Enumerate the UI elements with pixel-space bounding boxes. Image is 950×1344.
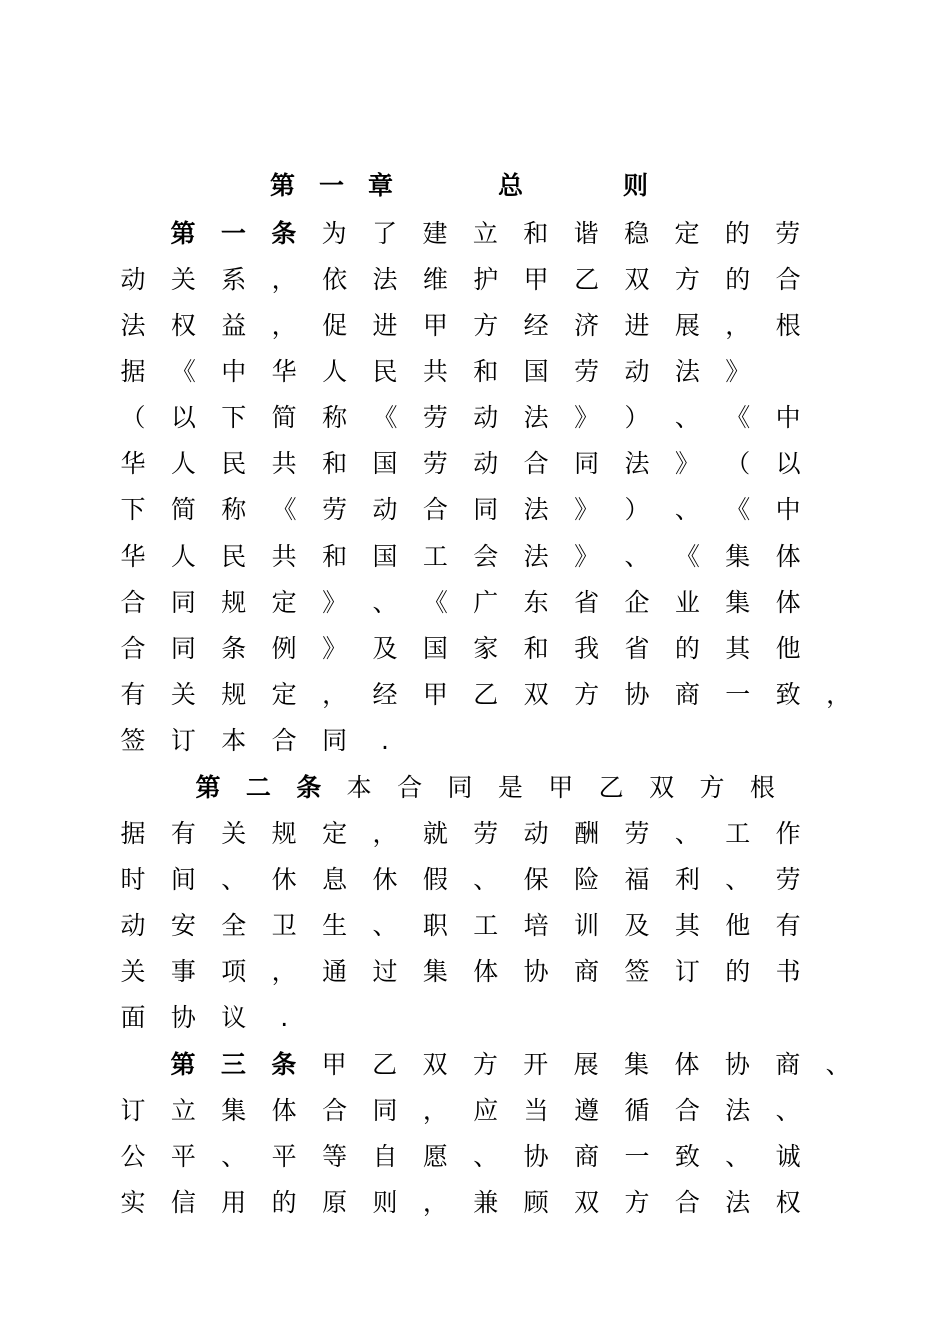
glyph: 平 [170,1142,196,1171]
glyph: 称 [322,403,348,432]
glyph: 为 [321,219,347,248]
glyph: ） [624,495,650,524]
glyph: 称 [221,495,247,524]
glyph: 应 [473,1096,499,1125]
glyph: 时 [120,865,146,894]
glyph: 工 [725,819,751,848]
glyph: 东 [523,588,549,617]
glyph: 法 [523,495,549,524]
glyph: 卫 [271,911,297,940]
glyph: 家 [473,634,499,663]
glyph: 共 [271,542,297,571]
glyph: 同 [322,726,348,755]
glyph: 》 [322,634,348,663]
glyph: 就 [422,819,448,848]
chapter-title: 总则 [498,171,749,200]
glyph: 》 [574,495,600,524]
glyph: 生 [322,911,348,940]
glyph: 合 [271,726,297,755]
glyph: 协 [523,957,549,986]
glyph: 法 [120,311,146,340]
glyph: 体 [775,588,801,617]
glyph: 民 [372,357,398,386]
glyph: 集 [624,1050,650,1079]
glyph: 、 [624,542,650,571]
glyph: 顾 [523,1188,549,1217]
glyph: 、 [674,403,700,432]
glyph: 自 [372,1142,398,1171]
glyph: 原 [322,1188,348,1217]
glyph: 劳 [624,819,650,848]
glyph: 关 [170,265,196,294]
glyph: ） [624,403,650,432]
glyph: 谐 [573,219,599,248]
glyph: 法 [725,1188,751,1217]
glyph: 本 [346,773,372,802]
glyph: 条 [296,773,322,802]
glyph: 劳 [574,357,600,386]
glyph: 例 [271,634,297,663]
glyph: 诚 [775,1142,801,1171]
glyph: 同 [170,634,196,663]
glyph: 、 [473,1142,499,1171]
glyph: 规 [221,680,247,709]
glyph: 法 [372,265,398,294]
glyph: 省 [624,634,650,663]
glyph: 、 [372,588,398,617]
glyph: （ [725,449,751,478]
glyph: 下 [221,403,247,432]
glyph: 规 [271,819,297,848]
glyph: 的 [271,1188,297,1217]
glyph: 议 [221,1003,247,1032]
glyph: 方 [624,1188,650,1217]
glyph: 动 [120,911,146,940]
glyph: 国 [372,449,398,478]
glyph: 签 [624,957,650,986]
glyph: 险 [574,865,600,894]
glyph: 据 [120,819,146,848]
glyph: 国 [372,542,398,571]
glyph: 》 [674,449,700,478]
glyph: 乙 [598,773,624,802]
glyph: 、 [775,1096,801,1125]
glyph: （ [120,403,146,432]
glyph: 的 [674,634,700,663]
glyph: 《 [372,403,398,432]
glyph: 和 [473,357,499,386]
glyph: 了 [372,219,398,248]
glyph: 》 [322,588,348,617]
glyph: 等 [322,1142,348,1171]
glyph: 人 [170,542,196,571]
glyph: 实 [120,1188,146,1217]
glyph: 劳 [473,819,499,848]
glyph: 集 [725,588,751,617]
glyph: 同 [574,449,600,478]
glyph: 《 [674,542,700,571]
glyph: 经 [523,311,549,340]
glyph: 经 [372,680,398,709]
glyph: 集 [221,1096,247,1125]
glyph: 的 [725,957,751,986]
glyph: 商 [574,957,600,986]
glyph: 我 [574,634,600,663]
glyph: 及 [624,911,650,940]
glyph: 定 [322,819,348,848]
glyph: 协 [170,1003,196,1032]
glyph: 一 [220,219,246,248]
glyph: 第 [195,773,221,802]
glyph: 愿 [422,1142,448,1171]
glyph: 进 [624,311,650,340]
glyph: 劳 [775,219,801,248]
glyph: 他 [775,634,801,663]
glyph: 华 [120,449,146,478]
glyph: 下 [120,495,146,524]
glyph: 商 [574,1142,600,1171]
glyph: 定 [674,219,700,248]
glyph: 权 [170,311,196,340]
glyph: 甲 [422,311,448,340]
glyph: 休 [372,865,398,894]
glyph: 以 [170,403,196,432]
glyph: 开 [523,1050,549,1079]
glyph: 训 [574,911,600,940]
glyph: 《 [422,588,448,617]
glyph: 工 [422,542,448,571]
glyph: 关 [221,819,247,848]
glyph: 第 [170,219,196,248]
glyph: 保 [523,865,549,894]
glyph: 项 [221,957,247,986]
glyph: 职 [422,911,448,940]
glyph: 一 [624,1142,650,1171]
glyph: 面 [120,1003,146,1032]
glyph: 法 [523,403,549,432]
glyph: 、 [674,819,700,848]
glyph: 广 [473,588,499,617]
glyph: 稳 [624,219,650,248]
glyph: 同 [372,1096,398,1125]
glyph: 作 [775,819,801,848]
glyph: 、 [221,865,247,894]
glyph: 培 [523,911,549,940]
glyph: 中 [221,357,247,386]
glyph: 甲 [548,773,574,802]
glyph: 法 [725,1096,751,1125]
glyph: 人 [322,357,348,386]
glyph: ， [422,1096,448,1125]
glyph: 、 [221,1142,247,1171]
glyph: 合 [674,1096,700,1125]
glyph: ， [826,680,852,709]
glyph: 方 [472,1050,498,1079]
glyph: 兼 [473,1188,499,1217]
glyph: 甲 [523,265,549,294]
glyph: 简 [170,495,196,524]
glyph: 乙 [372,1050,398,1079]
glyph: 企 [624,588,650,617]
glyph: 集 [725,542,751,571]
glyph: 动 [372,495,398,524]
glyph: 共 [422,357,448,386]
glyph: 劳 [322,495,348,524]
glyph: 息 [322,865,348,894]
glyph: 合 [523,449,549,478]
glyph: 、 [674,495,700,524]
glyph: 劳 [775,865,801,894]
glyph: 根 [749,773,775,802]
glyph: 合 [322,1096,348,1125]
glyph: 协 [624,680,650,709]
glyph: 华 [120,542,146,571]
glyph: 和 [523,634,549,663]
glyph: 、 [725,1142,751,1171]
glyph: 和 [322,449,348,478]
glyph: ， [271,957,297,986]
glyph: 动 [473,403,499,432]
glyph: 共 [271,449,297,478]
glyph: 》 [574,542,600,571]
glyph: 动 [473,449,499,478]
glyph: 权 [775,1188,801,1217]
glyph: 法 [624,449,650,478]
glyph: 致 [775,680,801,709]
glyph: 展 [674,311,700,340]
glyph: 方 [674,265,700,294]
glyph: 过 [372,957,398,986]
glyph: 一 [725,680,751,709]
glyph: 国 [422,634,448,663]
glyph: 协 [724,1050,750,1079]
glyph: 订 [674,957,700,986]
glyph: 双 [624,265,650,294]
glyph: 双 [649,773,675,802]
glyph: 其 [674,911,700,940]
glyph: 法 [674,357,700,386]
glyph: 关 [120,957,146,986]
glyph: 动 [120,265,146,294]
glyph: 国 [523,357,549,386]
glyph: 、 [372,911,398,940]
glyph: 用 [221,1188,247,1217]
chapter-number: 第一章 [270,171,418,200]
glyph: 和 [523,219,549,248]
glyph: 双 [574,1188,600,1217]
glyph: 合 [120,588,146,617]
glyph: ， [271,265,297,294]
glyph: 条 [271,1050,297,1079]
glyph: 双 [422,1050,448,1079]
glyph: 法 [523,542,549,571]
glyph: 以 [775,449,801,478]
glyph: 和 [322,542,348,571]
glyph: 合 [397,773,423,802]
glyph: 有 [170,819,196,848]
glyph: 全 [221,911,247,940]
glyph: 依 [322,265,348,294]
glyph: 平 [271,1142,297,1171]
glyph: 》 [725,357,751,386]
glyph: 维 [422,265,448,294]
glyph: ， [322,680,348,709]
glyph: ， [422,1188,448,1217]
glyph: 定 [271,680,297,709]
glyph: 关 [170,680,196,709]
glyph: 建 [422,219,448,248]
glyph: 人 [170,449,196,478]
glyph: 致 [674,1142,700,1171]
glyph: 有 [120,680,146,709]
glyph: 《 [725,403,751,432]
glyph: 合 [674,1188,700,1217]
glyph: 《 [271,495,297,524]
glyph: 协 [523,1142,549,1171]
glyph: . [280,1003,289,1032]
glyph: 福 [624,865,650,894]
glyph: 是 [497,773,523,802]
glyph: 体 [674,1050,700,1079]
glyph: 循 [624,1096,650,1125]
glyph: 间 [170,865,196,894]
glyph: 条 [221,634,247,663]
glyph: 遵 [574,1096,600,1125]
glyph: 他 [725,911,751,940]
glyph: 订 [120,1096,146,1125]
glyph: 方 [699,773,725,802]
glyph: 书 [775,957,801,986]
glyph: 甲 [321,1050,347,1079]
glyph: 合 [120,634,146,663]
glyph: 立 [472,219,498,248]
glyph: 条 [271,219,297,248]
glyph: 的 [724,219,750,248]
glyph: 《 [725,495,751,524]
glyph: 信 [170,1188,196,1217]
glyph: 休 [271,865,297,894]
glyph: ， [725,311,751,340]
glyph: 中 [775,403,801,432]
glyph: 同 [447,773,473,802]
glyph: 据 [120,357,146,386]
glyph: 及 [372,634,398,663]
glyph: 定 [271,588,297,617]
glyph: 、 [473,865,499,894]
glyph: 乙 [574,265,600,294]
glyph: 促 [322,311,348,340]
glyph: 动 [523,819,549,848]
glyph: 同 [473,495,499,524]
glyph: 合 [422,495,448,524]
glyph: 展 [573,1050,599,1079]
glyph: 体 [473,957,499,986]
glyph: 公 [120,1142,146,1171]
glyph: 工 [473,911,499,940]
glyph: 本 [221,726,247,755]
glyph: 民 [221,449,247,478]
glyph: 有 [775,911,801,940]
glyph: 护 [473,265,499,294]
glyph: 同 [170,588,196,617]
glyph: 劳 [422,449,448,478]
glyph: 方 [473,311,499,340]
glyph: 利 [674,865,700,894]
glyph: 规 [221,588,247,617]
glyph: 第 [170,1050,196,1079]
glyph: ， [372,819,398,848]
glyph: . [381,726,389,755]
glyph: 动 [624,357,650,386]
glyph: 签 [120,726,146,755]
glyph: 甲 [422,680,448,709]
glyph: 进 [372,311,398,340]
glyph: 《 [170,357,196,386]
glyph: 安 [170,911,196,940]
glyph: 、 [825,1050,851,1079]
glyph: 三 [220,1050,246,1079]
glyph: 民 [221,542,247,571]
glyph: 业 [674,588,700,617]
glyph: 商 [775,1050,801,1079]
glyph: 简 [271,403,297,432]
glyph: 中 [775,495,801,524]
glyph: 根 [775,311,801,340]
glyph: 体 [271,1096,297,1125]
glyph: 体 [775,542,801,571]
glyph: 会 [473,542,499,571]
glyph: 酬 [574,819,600,848]
glyph: 方 [574,680,600,709]
glyph: 系 [221,265,247,294]
glyph: 济 [574,311,600,340]
glyph: 集 [422,957,448,986]
glyph: 当 [523,1096,549,1125]
glyph: 、 [725,865,751,894]
glyph: 则 [372,1188,398,1217]
glyph: 事 [170,957,196,986]
glyph: 劳 [422,403,448,432]
glyph: 》 [574,403,600,432]
glyph: 华 [271,357,297,386]
glyph: 通 [322,957,348,986]
glyph: 商 [674,680,700,709]
glyph: 订 [170,726,196,755]
glyph: 假 [422,865,448,894]
glyph: 其 [725,634,751,663]
glyph: 的 [725,265,751,294]
glyph: ， [271,311,297,340]
glyph: 二 [245,773,271,802]
glyph: 乙 [473,680,499,709]
glyph: 立 [170,1096,196,1125]
glyph: 双 [523,680,549,709]
glyph: 省 [574,588,600,617]
glyph: 益 [221,311,247,340]
glyph: 合 [775,265,801,294]
